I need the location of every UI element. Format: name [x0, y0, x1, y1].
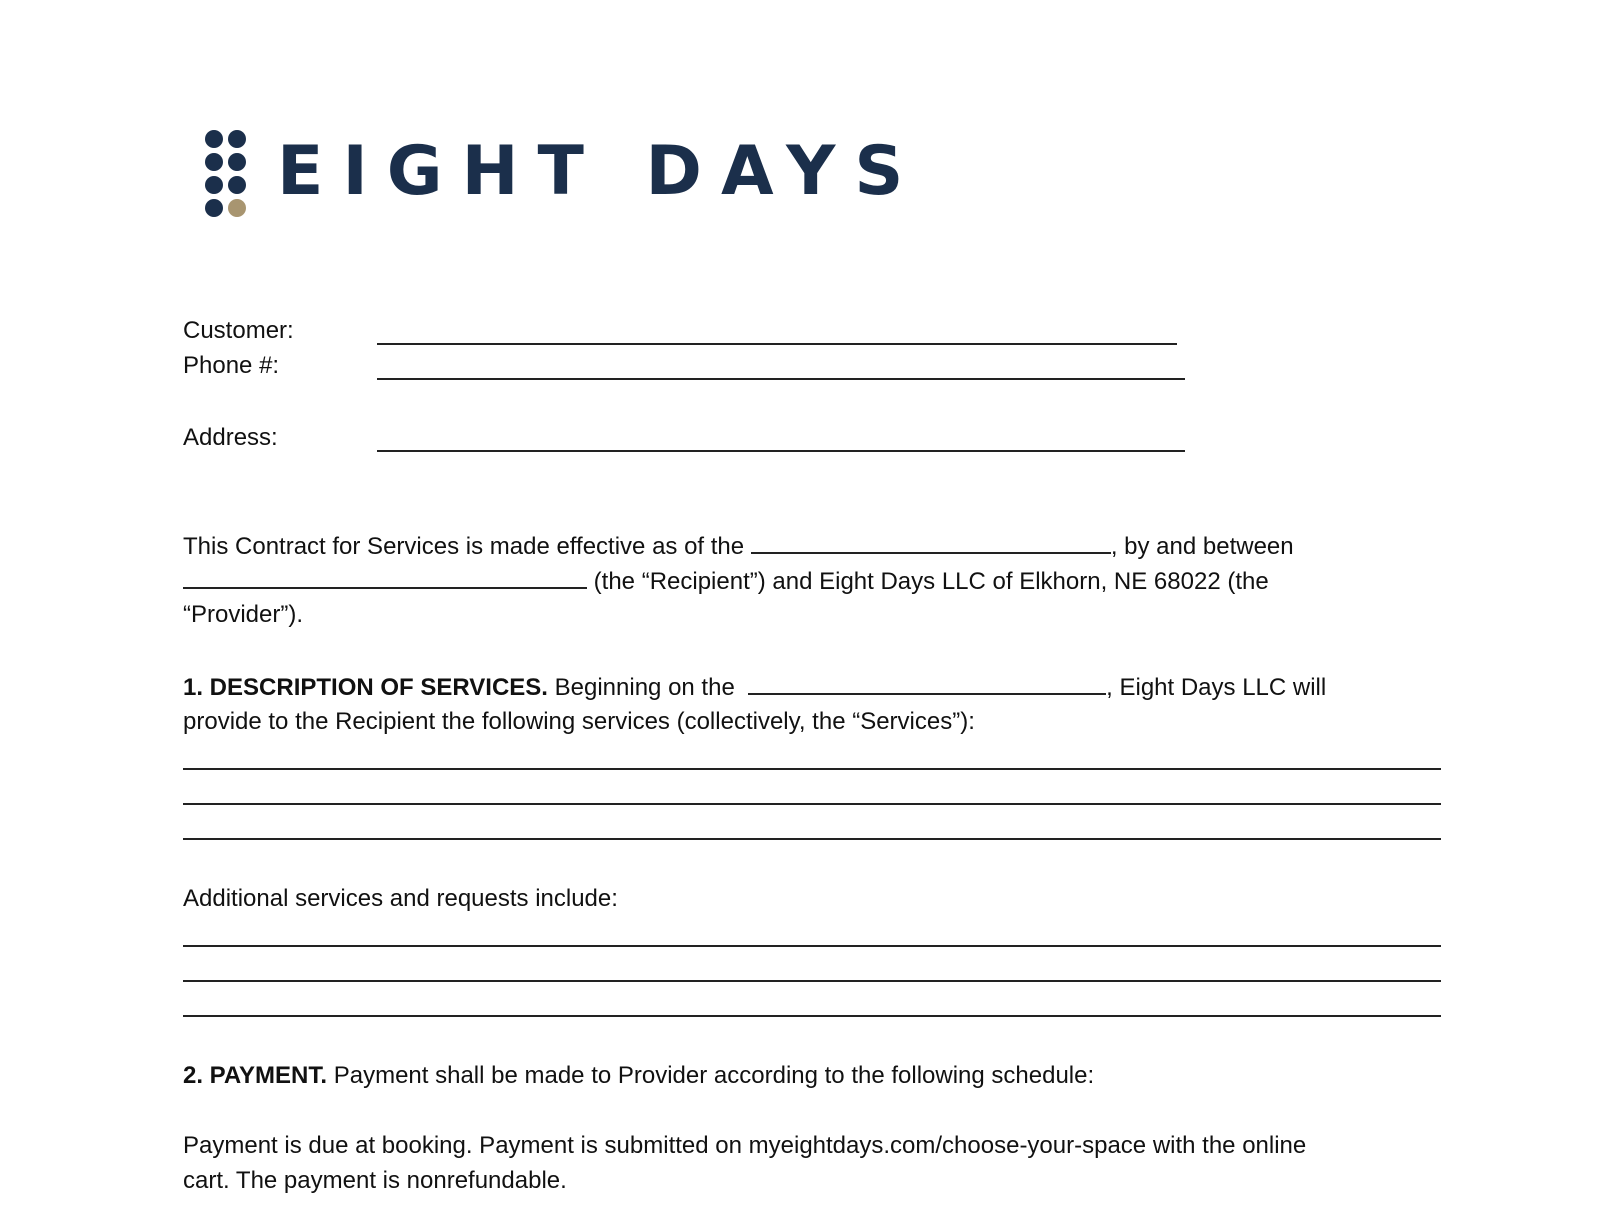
services-line-1[interactable]: [183, 768, 1441, 770]
payment-paragraph-line-2: cart. The payment is nonrefundable.: [183, 1167, 567, 1194]
section2-heading: 2. PAYMENT.: [183, 1062, 328, 1089]
logo-wordmark: EIGHT DAYS: [277, 132, 923, 211]
section2-text: Payment shall be made to Provider according to the following schedule:: [333, 1062, 1095, 1089]
effective-date-field[interactable]: [751, 528, 1111, 554]
phone-field[interactable]: [377, 378, 1185, 380]
intro-text-2: , by and between: [1110, 533, 1294, 560]
additional-line-1[interactable]: [183, 945, 1441, 947]
additional-line-2[interactable]: [183, 980, 1441, 982]
start-date-field[interactable]: [748, 669, 1106, 695]
customer-label: Customer:: [183, 317, 294, 344]
address-field[interactable]: [377, 450, 1185, 452]
section1-heading: 1. DESCRIPTION OF SERVICES.: [183, 674, 548, 701]
section1-line-1: [183, 669, 1326, 705]
section1-line-2: provide to the Recipient the following services (collectively, the “Services”):: [183, 708, 975, 735]
phone-label: Phone #:: [183, 352, 280, 379]
payment-paragraph-line-1: Payment is due at booking. Payment is submitted on myeightdays.com/choose-your-space with the online: [183, 1132, 1307, 1159]
intro-text-3: (the “Recipient”) and Eight Days LLC of Elkhorn, NE 68022 (the: [593, 568, 1269, 595]
services-line-3[interactable]: [183, 838, 1441, 840]
services-line-2[interactable]: [183, 803, 1441, 805]
additional-services-label: Additional services and requests include:: [183, 885, 618, 912]
section1-text-2: , Eight Days LLC will: [1106, 674, 1327, 701]
intro-line-2: [183, 563, 1269, 599]
recipient-name-field[interactable]: [183, 563, 587, 589]
intro-line-1: [183, 528, 1294, 564]
logo-dots-icon: [205, 130, 251, 220]
intro-line-3: “Provider”).: [183, 601, 304, 628]
address-label: Address:: [183, 424, 278, 451]
intro-text-1: This Contract for Services is made effective as of the: [183, 533, 745, 560]
section2-line-1: [183, 1058, 1094, 1093]
additional-line-3[interactable]: [183, 1015, 1441, 1017]
section1-text-1: Beginning on the: [554, 674, 735, 701]
customer-field[interactable]: [377, 343, 1177, 345]
